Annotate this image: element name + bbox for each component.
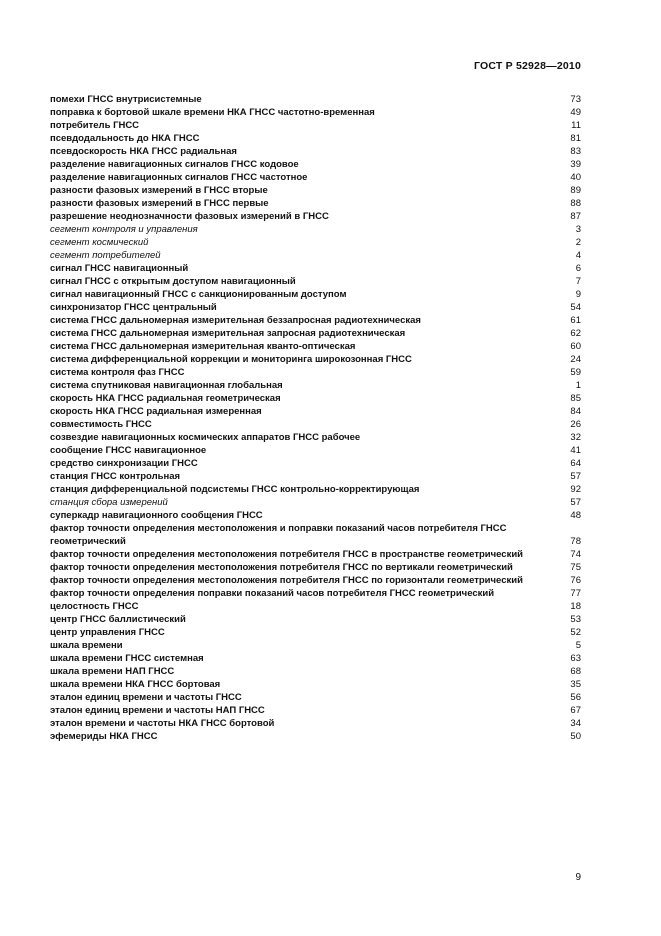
document-header-title: ГОСТ Р 52928—2010 xyxy=(473,60,581,72)
index-term: сегмент потребителей xyxy=(50,250,161,261)
index-entry xyxy=(50,158,581,171)
index-term: станция сбора измерений xyxy=(50,497,168,508)
index-entry-page-number: 64 xyxy=(570,458,581,469)
index-term: шкала времени НАП ГНСС xyxy=(50,666,175,677)
index-entry xyxy=(50,717,581,730)
index-term: псевдоскорость НКА ГНСС радиальная xyxy=(50,146,237,157)
index-entry-page-number: 60 xyxy=(570,341,581,352)
index-entry-page-number: 48 xyxy=(570,510,581,521)
index-term: сообщение ГНСС навигационное xyxy=(50,445,207,456)
index-entry-page-number: 5 xyxy=(575,640,581,651)
index-entry xyxy=(50,93,581,106)
index-term: помехи ГНСС внутрисистемные xyxy=(50,94,202,105)
index-term: система ГНСС дальномерная измерительная запросная радиотехническая xyxy=(50,328,406,339)
index-term: разделение навигационных сигналов ГНСС частотное xyxy=(50,172,308,183)
index-term: целостность ГНСС xyxy=(50,601,139,612)
index-entry xyxy=(50,301,581,314)
page-number: 9 xyxy=(575,872,581,883)
index-entry-page-number: 83 xyxy=(570,146,581,157)
index-term: система ГНСС дальномерная измерительная кванто-оптическая xyxy=(50,341,356,352)
index-term: шкала времени НКА ГНСС бортовая xyxy=(50,679,221,690)
index-term: эталон единиц времени и частоты ГНСС xyxy=(50,692,242,703)
index-entry xyxy=(50,379,581,392)
index-entry xyxy=(50,249,581,262)
index-entry-page-number: 57 xyxy=(570,471,581,482)
index-term: сигнал ГНСС навигационный xyxy=(50,263,189,274)
index-entry-page-number: 76 xyxy=(570,575,581,586)
index-entry-page-number: 40 xyxy=(570,172,581,183)
index-entry-page-number: 78 xyxy=(570,536,581,547)
index-entry-page-number: 87 xyxy=(570,211,581,222)
index-entry xyxy=(50,132,581,145)
index-term: псевдодальность до НКА ГНСС xyxy=(50,133,200,144)
index-entry-page-number: 89 xyxy=(570,185,581,196)
index-entry xyxy=(50,522,581,548)
index-entry xyxy=(50,197,581,210)
index-term: сигнал ГНСС с открытым доступом навигационный xyxy=(50,276,296,287)
index-entry xyxy=(50,340,581,353)
index-term: фактор точности определения местоположения потребителя ГНСС в пространстве геометрический xyxy=(50,549,524,560)
index-entry xyxy=(50,171,581,184)
index-entry-page-number: 41 xyxy=(570,445,581,456)
index-entry xyxy=(50,119,581,132)
index-term: сигнал навигационный ГНСС с санкционированным доступом xyxy=(50,289,347,300)
index-entry xyxy=(50,418,581,431)
index-entry xyxy=(50,483,581,496)
index-entry xyxy=(50,145,581,158)
index-term: совместимость ГНСС xyxy=(50,419,152,430)
index-entry xyxy=(50,574,581,587)
index-entry-page-number: 57 xyxy=(570,497,581,508)
index-term: поправка к бортовой шкале времени НКА ГНСС частотно-временная xyxy=(50,107,375,118)
index-entry xyxy=(50,327,581,340)
index-entry xyxy=(50,366,581,379)
index-entry-page-number: 32 xyxy=(570,432,581,443)
index-entry-page-number: 6 xyxy=(575,263,581,274)
index-entry xyxy=(50,392,581,405)
index-entry-page-number: 88 xyxy=(570,198,581,209)
index-entry-page-number: 49 xyxy=(570,107,581,118)
index-term: фактор точности определения местоположения потребителя ГНСС по горизонтали геометрический xyxy=(50,575,523,586)
index-entry xyxy=(50,496,581,509)
index-entry xyxy=(50,652,581,665)
index-entry-page-number: 52 xyxy=(570,627,581,638)
index-entry xyxy=(50,236,581,249)
index-entry xyxy=(50,288,581,301)
index-entry-page-number: 85 xyxy=(570,393,581,404)
index-entry-page-number: 61 xyxy=(570,315,581,326)
index-entry-page-number: 26 xyxy=(570,419,581,430)
index-entry-page-number: 73 xyxy=(570,94,581,105)
index-term: разности фазовых измерений в ГНСС вторые xyxy=(50,185,268,196)
index-entry-page-number: 92 xyxy=(570,484,581,495)
index-entry xyxy=(50,210,581,223)
index-term: шкала времени ГНСС системная xyxy=(50,653,204,664)
index-entry-page-number: 68 xyxy=(570,666,581,677)
index-entry xyxy=(50,106,581,119)
index-term: станция ГНСС контрольная xyxy=(50,471,181,482)
index-entry xyxy=(50,626,581,639)
index-list xyxy=(50,93,581,743)
index-term: система контроля фаз ГНСС xyxy=(50,367,185,378)
index-entry-page-number: 9 xyxy=(575,289,581,300)
index-term: эфемериды НКА ГНСС xyxy=(50,731,158,742)
index-entry-page-number: 24 xyxy=(570,354,581,365)
index-entry xyxy=(50,730,581,743)
index-entry xyxy=(50,639,581,652)
index-term: разрешение неоднозначности фазовых измерений в ГНСС xyxy=(50,211,329,222)
index-entry-page-number: 34 xyxy=(570,718,581,729)
index-entry xyxy=(50,457,581,470)
index-entry xyxy=(50,678,581,691)
index-entry-page-number: 56 xyxy=(570,692,581,703)
index-entry-page-number: 59 xyxy=(570,367,581,378)
index-term: станция дифференциальной подсистемы ГНСС контрольно-корректирующая xyxy=(50,484,420,495)
index-entry xyxy=(50,613,581,626)
index-entry xyxy=(50,431,581,444)
index-entry-page-number: 50 xyxy=(570,731,581,742)
index-entry-page-number: 3 xyxy=(575,224,581,235)
index-entry-page-number: 7 xyxy=(575,276,581,287)
index-entry-page-number: 75 xyxy=(570,562,581,573)
index-entry xyxy=(50,314,581,327)
index-term: разности фазовых измерений в ГНСС первые xyxy=(50,198,269,209)
index-term: эталон единиц времени и частоты НАП ГНСС xyxy=(50,705,265,716)
index-term: средство синхронизации ГНСС xyxy=(50,458,198,469)
index-term: сегмент космический xyxy=(50,237,149,248)
index-term: скорость НКА ГНСС радиальная измеренная xyxy=(50,406,262,417)
index-entry xyxy=(50,405,581,418)
index-term: фактор точности определения поправки показаний часов потребителя ГНСС геометрический xyxy=(50,588,495,599)
index-entry xyxy=(50,353,581,366)
index-entry xyxy=(50,184,581,197)
index-term: система спутниковая навигационная глобальная xyxy=(50,380,283,391)
index-entry-page-number: 18 xyxy=(570,601,581,612)
index-term: потребитель ГНСС xyxy=(50,120,140,131)
index-entry-page-number: 77 xyxy=(570,588,581,599)
index-entry-page-number: 4 xyxy=(575,250,581,261)
index-entry-page-number: 84 xyxy=(570,406,581,417)
index-entry-page-number: 39 xyxy=(570,159,581,170)
index-entry-page-number: 67 xyxy=(570,705,581,716)
index-term: фактор точности определения местоположения потребителя ГНСС по вертикали геометрический xyxy=(50,562,513,573)
index-entry xyxy=(50,548,581,561)
index-entry xyxy=(50,470,581,483)
index-entry-page-number: 63 xyxy=(570,653,581,664)
index-entry-page-number: 35 xyxy=(570,679,581,690)
index-entry-page-number: 54 xyxy=(570,302,581,313)
index-term: синхронизатор ГНСС центральный xyxy=(50,302,217,313)
index-entry xyxy=(50,587,581,600)
index-entry-page-number: 1 xyxy=(575,380,581,391)
index-term: суперкадр навигационного сообщения ГНСС xyxy=(50,510,263,521)
index-entry xyxy=(50,665,581,678)
index-entry xyxy=(50,262,581,275)
index-term: система ГНСС дальномерная измерительная беззапросная радиотехническая xyxy=(50,315,421,326)
index-entry-page-number: 81 xyxy=(570,133,581,144)
index-entry-page-number: 62 xyxy=(570,328,581,339)
index-term: эталон времени и частоты НКА ГНСС бортовой xyxy=(50,718,275,729)
index-entry xyxy=(50,444,581,457)
index-entry xyxy=(50,275,581,288)
index-entry-page-number: 74 xyxy=(570,549,581,560)
index-entry xyxy=(50,600,581,613)
index-entry-page-number: 11 xyxy=(571,120,581,131)
index-entry-page-number: 53 xyxy=(570,614,581,625)
index-term: центр управления ГНСС xyxy=(50,627,165,638)
index-term: фактор точности определения местоположения и поправки показаний часов потребителя ГНСС геометрический xyxy=(50,523,507,547)
index-entry xyxy=(50,509,581,522)
index-term: созвездие навигационных космических аппаратов ГНСС рабочее xyxy=(50,432,361,443)
index-term: сегмент контроля и управления xyxy=(50,224,198,235)
index-entry xyxy=(50,691,581,704)
index-term: скорость НКА ГНСС радиальная геометрическая xyxy=(50,393,281,404)
index-term: центр ГНСС баллистический xyxy=(50,614,186,625)
index-entry xyxy=(50,704,581,717)
index-term: шкала времени xyxy=(50,640,123,651)
index-entry xyxy=(50,223,581,236)
index-entry-page-number: 2 xyxy=(575,237,581,248)
index-term: разделение навигационных сигналов ГНСС кодовое xyxy=(50,159,299,170)
index-term: система дифференциальной коррекции и мониторинга широкозонная ГНСС xyxy=(50,354,412,365)
index-entry xyxy=(50,561,581,574)
